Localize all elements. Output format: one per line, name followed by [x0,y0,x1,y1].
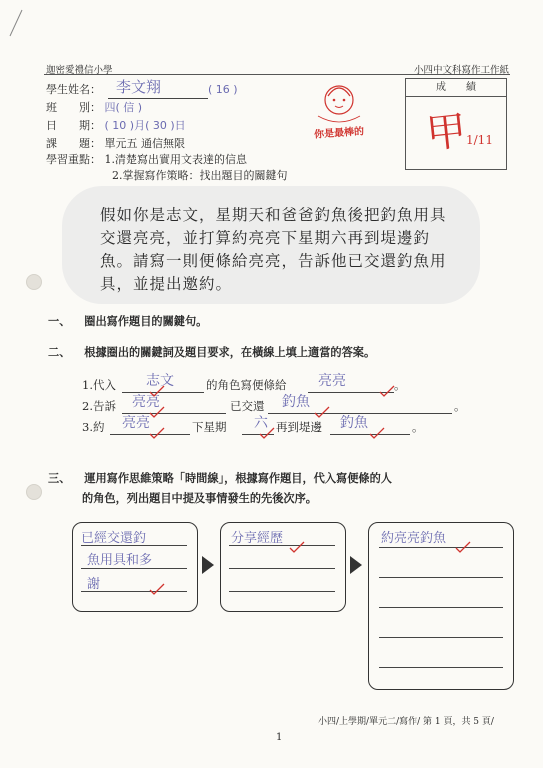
topic-label: 課 題： [46,137,101,150]
grade-date: 1/11 [466,133,493,147]
question-3-text-line-2: 的角色，列出題目中提及事情發生的先後次序。 [82,491,317,505]
class-value: 四( 信 ) [104,101,143,114]
question-3-number: 三、 [48,471,71,485]
q2-line3-answer-2: 六 [254,415,268,431]
name-value: 李文翔 [116,78,162,96]
q2-line1-end: 。 [394,378,406,392]
q2-line1-middle: 的角色寫便條給 [206,378,287,392]
timeline-box-1-line-3: 謝 [87,577,101,592]
question-1-text: 圈出寫作題目的關鍵句。 [84,314,208,328]
q2-line2-answer-2: 釣魚 [282,394,310,410]
date-value: ( 10 )月( 30 )日 [104,119,186,132]
q2-line3-suffix: 再到堤邊 [276,420,322,434]
focus-item-2: 2.掌握寫作策略：找出題目的關鍵句 [112,169,288,182]
q2-line2-answer-1: 亮亮 [132,394,160,410]
focus-label: 學習重點： [46,153,101,166]
q2-line3-answer-3: 釣魚 [340,415,368,431]
grade-mark: 甲 [424,108,469,158]
q2-line2-end: 。 [454,399,466,413]
question-1-number: 一、 [48,314,71,328]
page-number: 1 [276,732,283,743]
grade-label: 成 績 [406,79,506,97]
topic-value: 單元五 通信無限 [104,137,185,150]
q2-line1-answer-1: 志文 [146,373,174,389]
sticker-text: 你是最棒的 [313,126,365,141]
q2-line1-prefix: 1.代入 [82,378,116,392]
timeline-box-3-line-1: 約亮亮釣魚 [381,531,447,546]
question-2-number: 二、 [48,345,71,359]
footer-reference: 小四/上學期/單元二/寫作/ 第 1 頁，共 5 頁/ [318,717,494,727]
question-3-text-line-1: 運用寫作思維策略「時間線」，根據寫作題目，代入寫便條的人 [84,471,392,485]
timeline-box-2-line-1: 分享經歷 [231,531,284,546]
q2-line3-middle: 下星期 [192,420,227,434]
date-label: 日 期： [46,119,101,132]
q2-line2-middle: 已交還 [230,399,265,413]
timeline-box-1-line-2: 魚用具和多 [87,553,153,568]
focus-item-1: 1.清楚寫出實用文表達的信息 [104,153,247,166]
question-2-text: 根據圈出的關鍵詞及題目要求，在橫線上填上適當的答案。 [84,345,376,359]
q2-line3-prefix: 3.約 [82,420,105,434]
q2-line3-answer-1: 亮亮 [122,415,150,431]
task-text: 假如你是志文，星期天和爸爸釣魚後把釣魚用具交還亮亮，並打算約亮亮下星期六再到堤邊釣魚。請寫一則便條給亮亮，告訴他已交還釣魚用具，並提出邀約。 [100,206,447,293]
class-label: 班 別： [46,101,101,114]
q2-line1-answer-2: 亮亮 [318,373,346,389]
q2-line3-end: 。 [412,420,424,434]
class-number: ( 16 ) [208,83,238,96]
timeline-box-3-rule [379,667,503,668]
q2-line2-prefix: 2.告訴 [82,399,116,413]
workbook-title: 小四中文科寫作工作紙 [414,65,510,76]
name-label: 學生姓名： [46,83,101,96]
timeline-box-3-rule [379,637,503,638]
timeline-box-1-line-1: 已經交還釣 [81,531,147,546]
school-name: 迦密愛禮信小學 [46,65,113,76]
